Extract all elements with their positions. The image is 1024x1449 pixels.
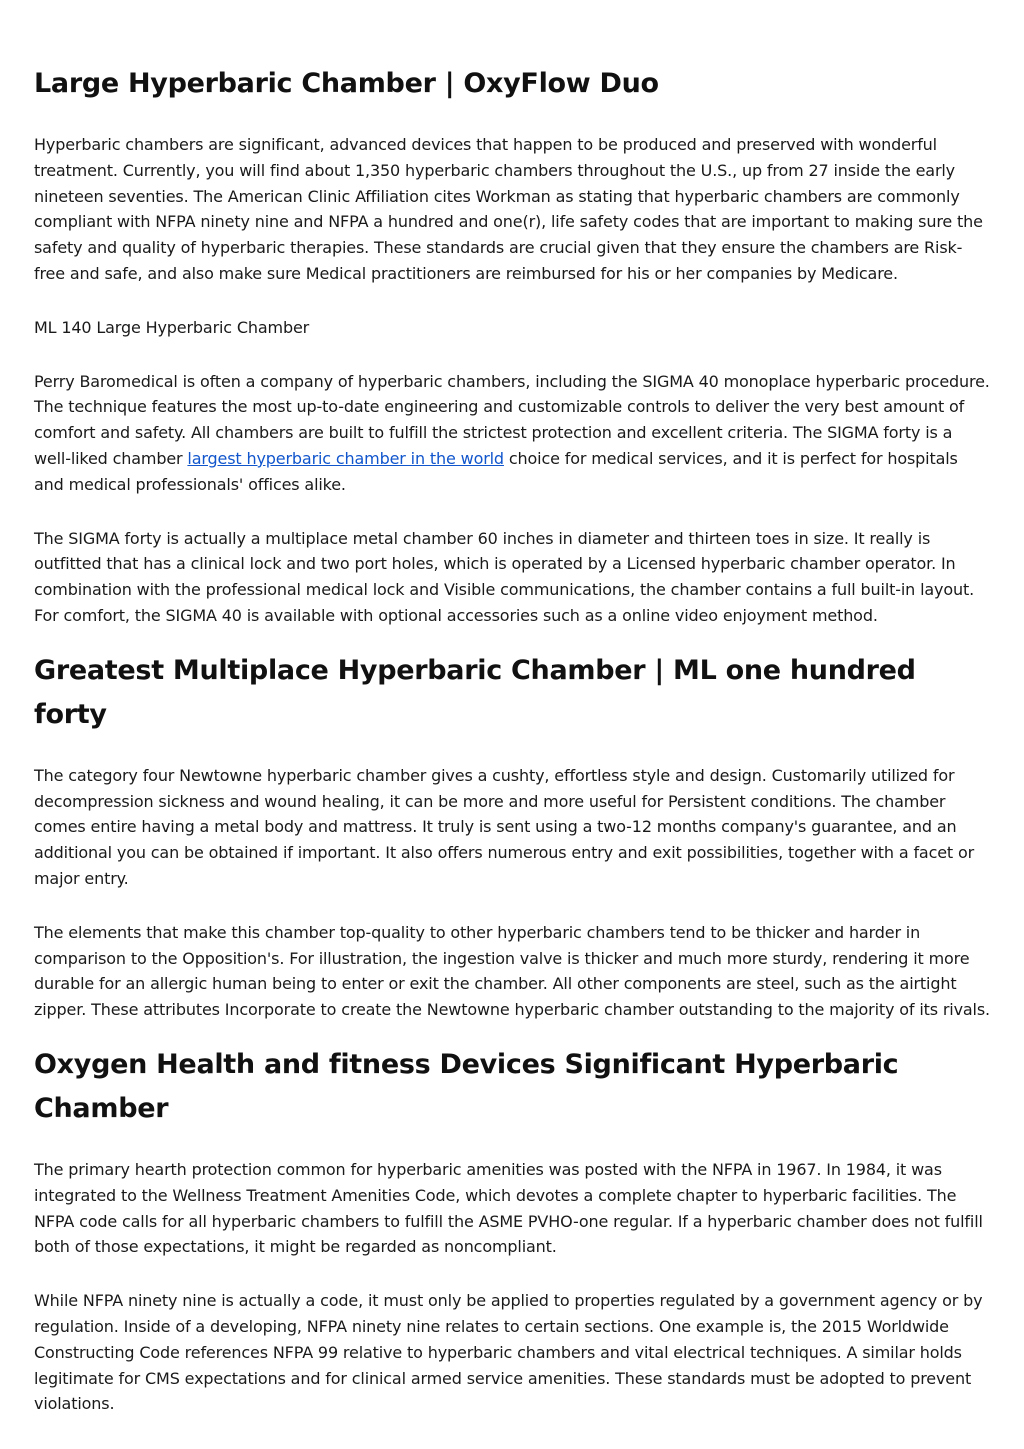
paragraph-newtowne: The category four Newtowne hyperbaric chamber gives a cushty, effortless style and design. Customarily utilized for decompression sickness and wound healing, it can be more and more useful for Persistent conditions. The chamber comes entire having a metal body and mattress. It truly is sent using a two-12 months company's guarantee, and an additional you can be obtained if important. It also offers numerous entry and exit possibilities, together with a facet or major entry. (34, 765, 975, 888)
largest-chamber-link[interactable]: largest hyperbaric chamber in the world (187, 448, 504, 468)
paragraph-elements: The elements that make this chamber top-quality to other hyperbaric chambers tend to be thicker and harder in comparison to the Opposition's. For illustration, the ingestion valve is thicker and much more sturdy, rendering it more durable for an allergic human being to enter or exit the chamber. All other components are steel, such as the airtight zipper. These attributes Incorporate to create the Newtowne hyperbaric chamber outstanding to the majority of its rivals. (34, 922, 990, 1020)
paragraph-text: choice for medical services, and it is perfect for hospitals and medical professionals' offices alike. (34, 448, 958, 494)
paragraph-intro: Hyperbaric chambers are significant, advanced devices that happen to be produced and preserved with wonderful treatment. Currently, you will find about 1,350 hyperbaric chambers throughout the U.S., up from 27 inside the early nineteen seventies. The American Clinic Affiliation cites Workman as stating that hyperbaric chambers are commonly compliant with NFPA ninety nine and NFPA a hundred and one(r), life safety codes that are important to making sure the safety and quality of hyperbaric therapies. These standards are crucial given that they ensure the chambers are Risk-free and safe, and also make sure Medical practitioners are reimbursed for his or her companies by Medicare. (34, 135, 983, 283)
article-title: Large Hyperbaric Chamber | OxyFlow Duo (34, 68, 659, 99)
section-heading-oxygen-health: Oxygen Health and fitness Devices Significant Hyperbaric Chamber (34, 1048, 899, 1124)
paragraph-nfpa-99: While NFPA ninety nine is actually a code, it must only be applied to properties regulated by a government agency or by regulation. Inside of a developing, NFPA ninety nine relates to certain sections. One example is, the 2015 Worldwide Constructing Code references NFPA 99 relative to hyperbaric chambers and vital electrical techniques. A similar holds legitimate for CMS expectations and for clinical armed service amenities. These standards must be adopted to prevent violations. (34, 1291, 983, 1414)
section-heading-multiplace: Greatest Multiplace Hyperbaric Chamber | ML one hundred forty (34, 654, 916, 730)
paragraph-sigma-forty: The SIGMA forty is actually a multiplace metal chamber 60 inches in diameter and thirteen toes in size. It really is outfitted that has a clinical lock and two port holes, which is operated by a Licensed hyperbaric chamber operator. In combination with the professional medical lock and Visible communications, the chamber contains a full built-in layout. For comfort, the SIGMA 40 is available with optional accessories such as a online video enjoyment method. (34, 528, 975, 625)
paragraph-text: Perry Baromedical is often a company of hyperbaric chambers, including the SIGMA 40 monoplace hyperbaric procedure. The technique features the most up-to-date engineering and customizable controls to deliver the very best amount of comfort and safety. All chambers are built to fulfill the strictest protection and excellent criteria. The SIGMA forty is a well-liked chamber (34, 371, 990, 468)
paragraph-subheading: ML 140 Large Hyperbaric Chamber (34, 317, 310, 337)
paragraph-nfpa-history: The primary hearth protection common for hyperbaric amenities was posted with the NFPA in 1967. In 1984, it was integrated to the Wellness Treatment Amenities Code, which devotes a complete chapter to hyperbaric facilities. The NFPA code calls for all hyperbaric chambers to fulfill the ASME PVHO-one regular. If a hyperbaric chamber does not fulfill both of those expectations, it might be regarded as noncompliant. (34, 1159, 983, 1257)
paragraph-perry-baromedical (34, 369, 990, 498)
